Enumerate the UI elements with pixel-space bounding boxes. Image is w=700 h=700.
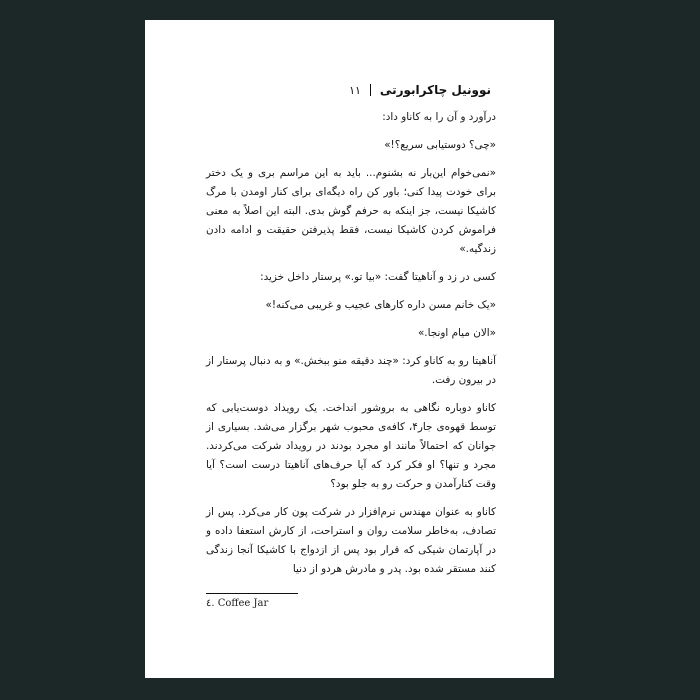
header-title: نوونیل چاکرابورتی: [379, 83, 491, 97]
footnote-rule: [206, 593, 298, 594]
header-separator: [370, 84, 371, 96]
footnote: ٤. Coffee Jar: [206, 598, 269, 609]
paragraph: «چی؟ دوستیابی سریع؟!»: [384, 139, 496, 151]
book-page: [145, 20, 554, 678]
paragraph: آناهیتا رو به کاناو کرد: «چند دقیقه منو ببخش.» و به دنبال پرستار از در بیرون رفت.: [206, 355, 496, 386]
paragraph: کاناو دوباره نگاهی به بروشور انداخت. یک رویداد دوست‌یابی که توسط قهوه‌ی جار۴، کافه‌ی محبوب شهر برگزار می‌شد. بسیاری از جوانان که احتمالاً مانند او مجرد بودند در رویداد شرکت می‌کردند. مجرد و تنها؟ او فکر کرد که آیا حرف‌های آناهیتا درست است؟ آیا وقت کنارآمدن و حرکت رو به جلو بود؟: [206, 402, 496, 490]
running-header: [208, 80, 491, 100]
body-text: [206, 108, 496, 579]
paragraph: «الان میام اونجا.»: [417, 327, 496, 339]
paragraph: «نمی‌خوام این‌بار نه بشنوم... باید به این مراسم بری و یک دختر برای خودت پیدا کنی؛ باور کن راه دیگه‌ای برای کنار اومدن با مرگ کاشیکا نیست، جز اینکه به حرفم گوش بدی. البته این اصلاً به معنی فراموش کردن کاشیکا نیست، فقط پذیرفتن حقیقت و ادامه دادن زندگیه.»: [206, 167, 496, 255]
paragraph: کسی در زد و آناهیتا گفت: «بیا تو.» پرستار داخل خزید:: [260, 271, 496, 283]
paragraph: کاناو به عنوان مهندس نرم‌افزار در شرکت پون کار می‌کرد. پس از تصادف، به‌خاطر سلامت روان و استراحت، از کارش استعفا داده و در آپارتمان شیکی که قرار بود پس از ازدواج با کاشیکا آنجا زندگی کنند مستقر شده بود. پدر و مادرش هردو از دنیا: [206, 506, 496, 575]
paragraph: «یک خانم مسن داره کارهای عجیب و غریبی می‌کنه!»: [265, 299, 496, 311]
page-number: ۱۱: [349, 83, 361, 97]
paragraph: درآورد و آن را به کاناو داد:: [382, 111, 496, 123]
